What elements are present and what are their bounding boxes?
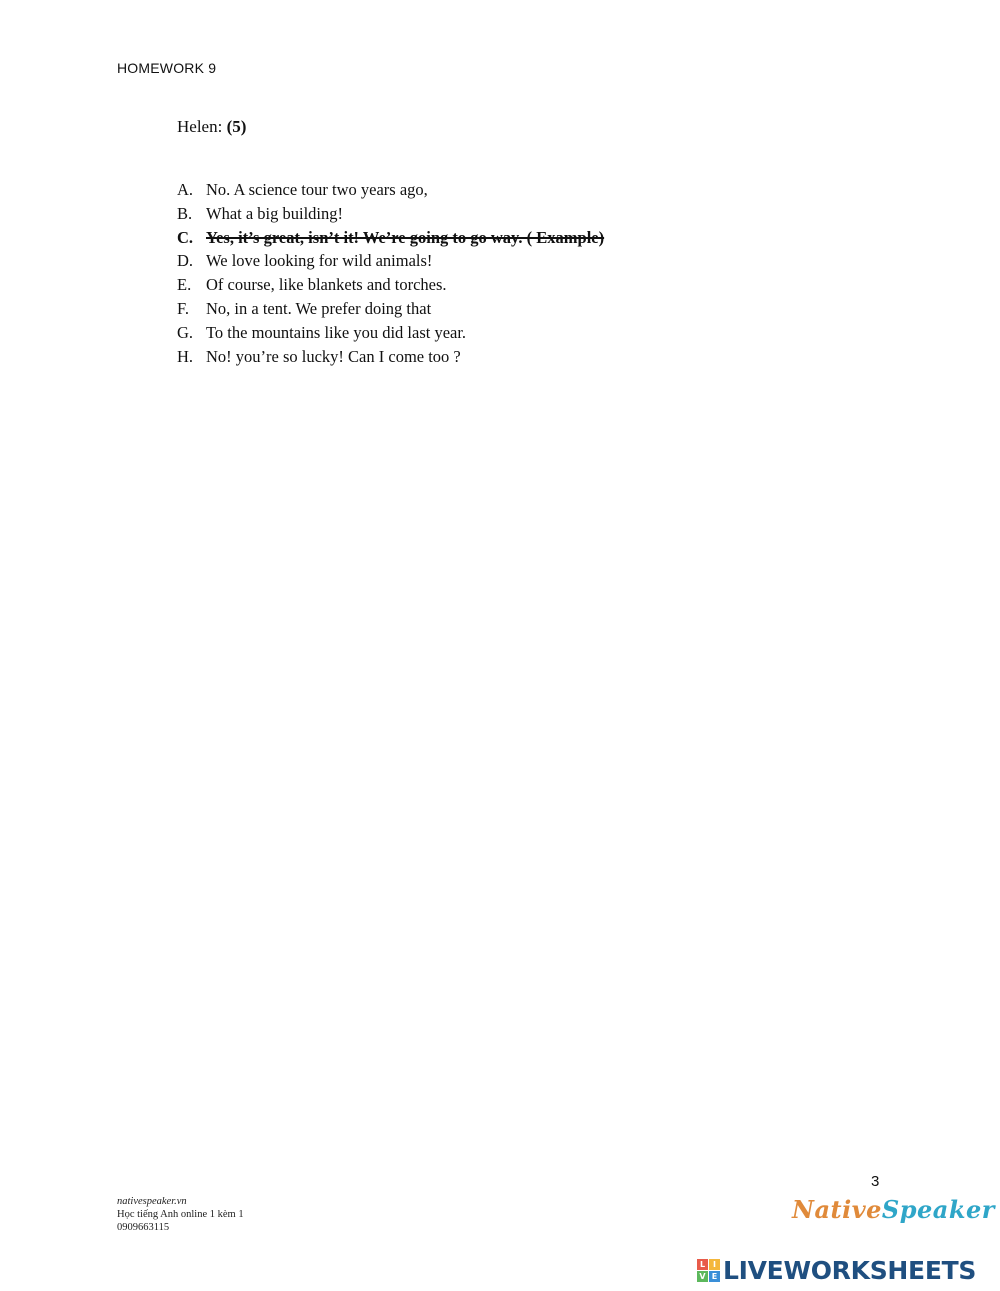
option-a <box>177 178 604 202</box>
option-c-example <box>177 226 604 250</box>
page-number: 3 <box>871 1173 880 1190</box>
option-b <box>177 202 604 226</box>
native-speaker-logo <box>792 1195 995 1224</box>
option-text: Of course, like blankets and torches. <box>206 275 447 295</box>
footer-phone: 0909663115 <box>117 1222 170 1233</box>
liveworksheets-logo <box>697 1256 976 1285</box>
live-block-v: V <box>697 1271 708 1282</box>
option-text: Yes, it’s great, isn’t it! We’re going to go way. ( Example) <box>206 227 605 247</box>
live-block-e: E <box>709 1271 720 1282</box>
option-text: No, in a tent. We prefer doing that <box>206 298 432 318</box>
logo-word-native: Native <box>792 1195 882 1224</box>
option-e <box>177 273 604 297</box>
option-letter: B. <box>177 203 193 223</box>
footer-contact-info <box>117 1195 244 1234</box>
footer-site: nativespeaker.vn <box>117 1196 187 1207</box>
option-text: To the mountains like you did last year. <box>206 322 467 342</box>
speaker-name: Helen: <box>177 117 223 136</box>
option-text: No! you’re so lucky! Can I come too ? <box>206 346 461 366</box>
liveworksheets-wordmark: LIVEWORKSHEETS <box>723 1256 977 1285</box>
option-text: No. A science tour two years ago, <box>206 180 428 199</box>
option-letter: A. <box>177 180 194 199</box>
option-d <box>177 249 604 273</box>
footer-tagline: Học tiếng Anh online 1 kèm 1 <box>117 1209 244 1220</box>
option-f <box>177 297 604 321</box>
logo-word-speaker: Speaker <box>881 1195 995 1224</box>
option-letter: G. <box>177 322 194 342</box>
option-h <box>177 345 604 369</box>
answer-options-list <box>177 178 604 368</box>
option-g <box>177 321 604 345</box>
live-block-l: L <box>697 1259 708 1270</box>
dialogue-line <box>177 117 246 137</box>
liveworksheets-live-icon <box>697 1259 720 1282</box>
document-header-title: HOMEWORK 9 <box>117 60 217 76</box>
option-letter: E. <box>177 275 192 295</box>
answer-blank-number: (5) <box>226 117 247 136</box>
live-block-i: I <box>709 1259 720 1270</box>
option-text: What a big building! <box>206 203 344 223</box>
option-letter: H. <box>177 346 194 366</box>
option-letter: F. <box>177 298 189 318</box>
option-text: We love looking for wild animals! <box>206 251 433 271</box>
option-letter: C. <box>177 227 194 247</box>
option-letter: D. <box>177 251 194 271</box>
